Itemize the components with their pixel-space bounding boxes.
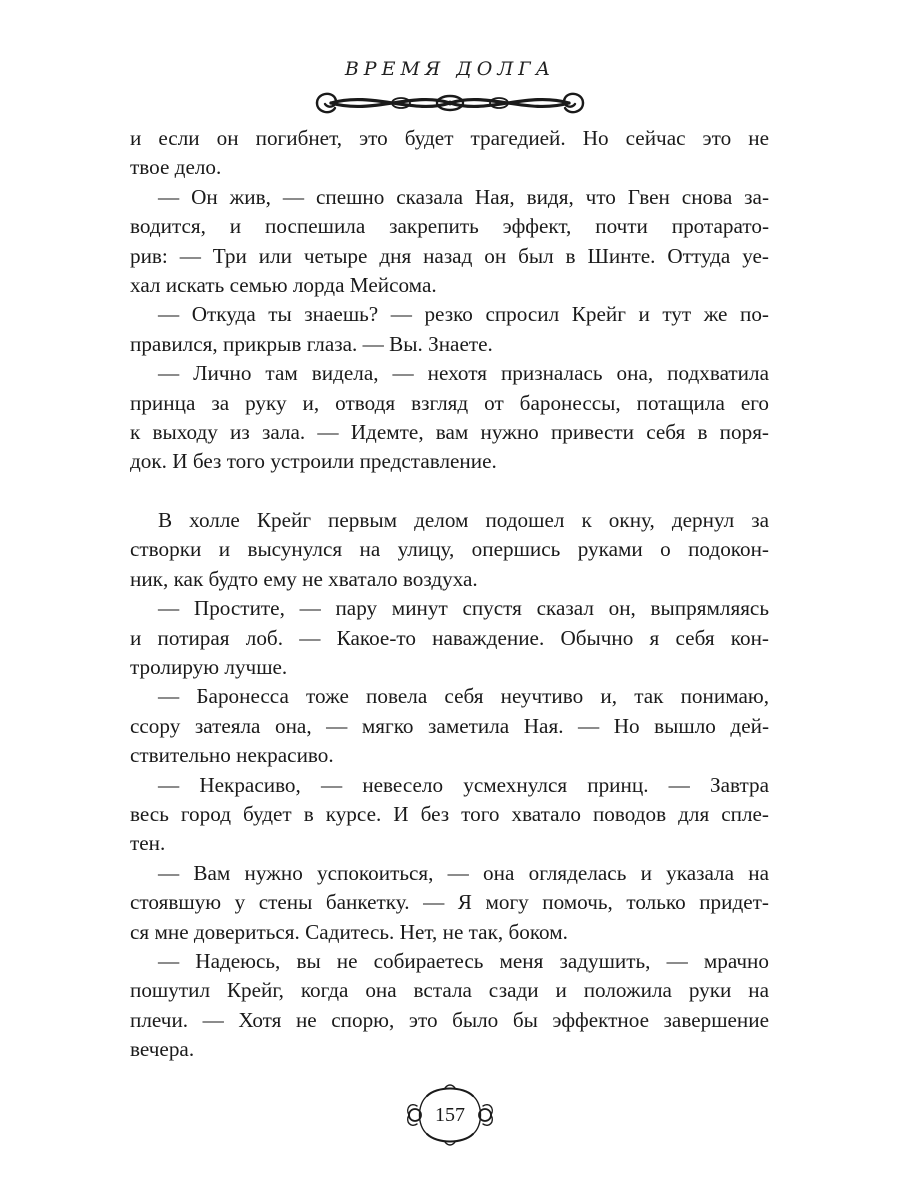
running-head	[0, 58, 900, 80]
text-line: пошутил Крейг, когда она встала сзади и положила руки на	[130, 978, 769, 1003]
text-line: плечи. — Хотя не спорю, это было бы эффектное завершение	[130, 1007, 769, 1032]
text-line: ствительно некрасиво.	[130, 743, 334, 768]
text-line: — Лично там видела, — нехотя призналась она, подхватила	[158, 361, 769, 386]
text-line: — Простите, — пару минут спустя сказал он, выпрямляясь	[158, 596, 769, 621]
text-line: твое дело.	[130, 155, 222, 180]
page-number: 157	[435, 1104, 465, 1126]
text-line: тролирую лучше.	[130, 655, 288, 680]
text-line: — Баронесса тоже повела себя неучтиво и, так понимаю,	[158, 684, 769, 709]
text-line: ся мне довериться. Садитесь. Нет, не так, боком.	[130, 919, 568, 944]
text-line: рив: — Три или четыре дня назад он был в Шинте. Оттуда уе-	[130, 243, 769, 268]
header-ornament	[313, 86, 587, 120]
text-line: тен.	[130, 831, 166, 856]
text-line: и потирая лоб. — Какое-то наваждение. Обычно я себя кон-	[130, 625, 769, 650]
text-line: В холле Крейг первым делом подошел к окну, дернул за	[158, 508, 769, 533]
text-line: — Надеюсь, вы не собираетесь меня задушить, — мрачно	[158, 948, 769, 973]
text-line: док. И без того устроили представление.	[130, 449, 497, 474]
text-line: — Откуда ты знаешь? — резко спросил Крейг и тут же по-	[158, 302, 769, 327]
text-line: правился, прикрыв глаза. — Вы. Знаете.	[130, 331, 493, 356]
text-line: водится, и поспешила закрепить эффект, почти протарато-	[130, 214, 769, 239]
text-line: — Вам нужно успокоиться, — она огляделась и указала на	[158, 860, 769, 885]
text-line: — Он жив, — спешно сказала Ная, видя, что Гвен снова за-	[158, 184, 769, 209]
section-break	[130, 477, 769, 506]
text-line: ссору затеяла она, — мягко заметила Ная. — Но вышло дей-	[130, 713, 769, 738]
text-line: — Некрасиво, — невесело усмехнулся принц. — Завтра	[158, 772, 769, 797]
text-line: и если он погибнет, это будет трагедией. Но сейчас это не	[130, 126, 769, 150]
text-line: весь город будет в курсе. И без того хватало поводов для спле-	[130, 801, 769, 826]
page-number-ornament	[405, 1080, 495, 1150]
text-line: створки и высунулся на улицу, опершись руками о подокон-	[130, 537, 769, 562]
body-text	[130, 124, 769, 1065]
text-line: хал искать семью лорда Мейсома.	[130, 272, 437, 297]
text-line: принца за руку и, отводя взгляд от баронессы, потащила его	[130, 390, 769, 415]
text-line: к выходу из зала. — Идемте, вам нужно привести себя в поря-	[130, 419, 769, 444]
text-line: вечера.	[130, 1037, 195, 1062]
text-line: стоявшую у стены банкетку. — Я могу помочь, только придет-	[130, 890, 769, 915]
text-line: ник, как будто ему не хватало воздуха.	[130, 566, 478, 591]
running-title: ВРЕМЯ ДОЛГА	[344, 58, 556, 80]
